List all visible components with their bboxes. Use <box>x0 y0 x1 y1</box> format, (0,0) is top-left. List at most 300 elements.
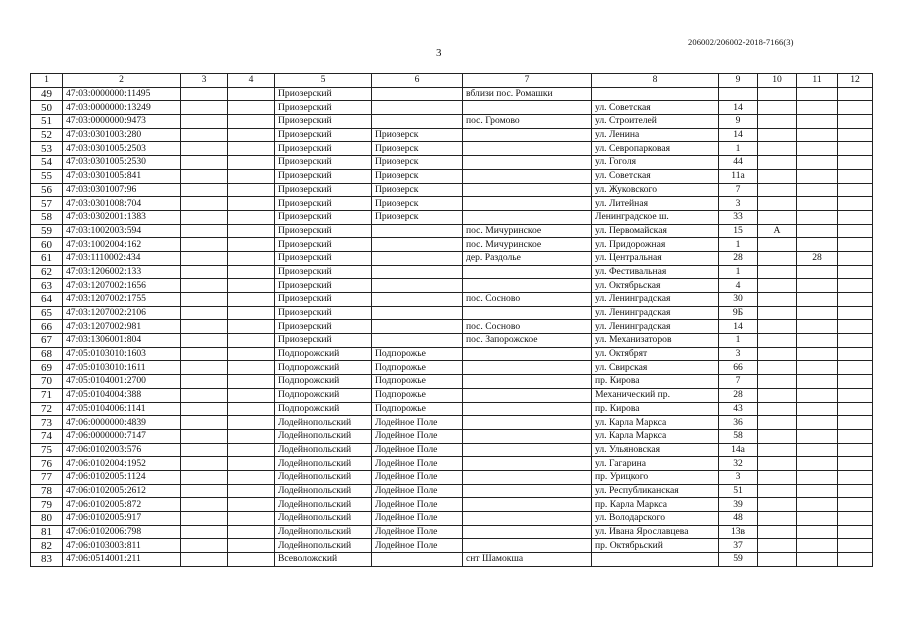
table-cell: Приозерский <box>275 224 372 238</box>
table-cell <box>181 156 228 170</box>
table-cell <box>797 388 838 402</box>
table-row <box>31 156 873 170</box>
table-cell: Приозерский <box>275 279 372 293</box>
table-cell <box>181 498 228 512</box>
table-cell: Подпорожский <box>275 347 372 361</box>
table-cell: 3 <box>719 347 758 361</box>
table-cell: 53 <box>31 142 63 156</box>
table-cell <box>181 320 228 334</box>
table-row <box>31 183 873 197</box>
table-cell <box>838 183 873 197</box>
table-cell: пос. Сосново <box>463 320 592 334</box>
table-row <box>31 224 873 238</box>
table-cell <box>228 334 275 348</box>
table-cell <box>797 457 838 471</box>
table-cell <box>797 512 838 526</box>
table-cell <box>797 128 838 142</box>
column-header: 4 <box>228 74 275 88</box>
table-cell: 63 <box>31 279 63 293</box>
table-cell <box>228 101 275 115</box>
table-cell: 4 <box>719 279 758 293</box>
table-cell <box>758 375 797 389</box>
table-cell <box>181 361 228 375</box>
column-header: 1 <box>31 74 63 88</box>
table-cell: Лодейнопольский <box>275 512 372 526</box>
table-cell <box>463 429 592 443</box>
table-cell: 76 <box>31 457 63 471</box>
table-cell <box>758 115 797 129</box>
table-cell <box>838 525 873 539</box>
table-cell: ул. Ленинградская <box>592 320 719 334</box>
table-cell: 47:06:0103003:811 <box>63 539 181 553</box>
table-row <box>31 115 873 129</box>
table-cell <box>463 539 592 553</box>
table-cell: 3 <box>719 197 758 211</box>
table-cell <box>838 512 873 526</box>
table-cell <box>758 402 797 416</box>
table-cell <box>838 156 873 170</box>
table-cell <box>797 416 838 430</box>
table-cell: Приозерский <box>275 306 372 320</box>
table-cell <box>181 375 228 389</box>
table-cell: 66 <box>719 361 758 375</box>
column-header: 8 <box>592 74 719 88</box>
table-cell <box>463 470 592 484</box>
table-cell: 47:03:0301005:2530 <box>63 156 181 170</box>
table-cell <box>838 470 873 484</box>
table-cell: 71 <box>31 388 63 402</box>
table-cell <box>463 498 592 512</box>
table-cell <box>463 156 592 170</box>
table-cell: 9Б <box>719 306 758 320</box>
table-cell <box>181 539 228 553</box>
table-cell: 7 <box>719 375 758 389</box>
table-cell: 50 <box>31 101 63 115</box>
table-cell: 14а <box>719 443 758 457</box>
table-cell <box>463 197 592 211</box>
document-registration-number: 206002/206002-2018-7166(3) <box>688 37 794 47</box>
table-row <box>31 553 873 567</box>
table-cell: ул. Ивана Ярославцева <box>592 525 719 539</box>
table-cell <box>758 156 797 170</box>
table-cell <box>838 265 873 279</box>
table-cell <box>797 361 838 375</box>
table-cell: 15 <box>719 224 758 238</box>
table-cell: Подпорожье <box>372 361 463 375</box>
table-cell: 81 <box>31 525 63 539</box>
table-cell <box>228 388 275 402</box>
table-cell: Подпорожье <box>372 347 463 361</box>
table-row <box>31 498 873 512</box>
table-cell <box>758 498 797 512</box>
table-cell <box>463 347 592 361</box>
table-cell <box>181 470 228 484</box>
table-row <box>31 429 873 443</box>
table-cell: 48 <box>719 512 758 526</box>
table-cell <box>372 553 463 567</box>
table-cell: Подпорожье <box>372 388 463 402</box>
column-header: 3 <box>181 74 228 88</box>
table-row <box>31 306 873 320</box>
table-cell <box>463 306 592 320</box>
table-cell: 47:03:1207002:2106 <box>63 306 181 320</box>
table-cell <box>758 320 797 334</box>
table-cell <box>463 484 592 498</box>
table-cell <box>228 224 275 238</box>
table-cell <box>758 429 797 443</box>
table-row <box>31 416 873 430</box>
table-cell: пр. Октябрьский <box>592 539 719 553</box>
table-cell: Приозерский <box>275 87 372 101</box>
table-cell: ул. Жуковского <box>592 183 719 197</box>
table-cell: Лодейное Поле <box>372 416 463 430</box>
table-cell: 57 <box>31 197 63 211</box>
table-cell <box>797 402 838 416</box>
table-cell: Подпорожский <box>275 388 372 402</box>
column-header: 7 <box>463 74 592 88</box>
table-cell <box>838 457 873 471</box>
table-cell <box>797 320 838 334</box>
table-cell <box>838 197 873 211</box>
column-header: 2 <box>63 74 181 88</box>
table-cell <box>758 470 797 484</box>
table-cell: 47:03:1207002:1656 <box>63 279 181 293</box>
table-header-row <box>31 74 873 88</box>
table-cell <box>758 457 797 471</box>
table-cell <box>797 375 838 389</box>
table-cell: пос. Сосново <box>463 293 592 307</box>
table-cell <box>838 375 873 389</box>
table-cell: 80 <box>31 512 63 526</box>
table-cell <box>228 416 275 430</box>
table-cell <box>181 210 228 224</box>
table-cell: ул. Строителей <box>592 115 719 129</box>
table-cell: Ленинградское ш. <box>592 210 719 224</box>
table-cell <box>228 470 275 484</box>
table-row <box>31 457 873 471</box>
table-cell: 47:03:0301003:280 <box>63 128 181 142</box>
table-cell <box>758 334 797 348</box>
table-cell <box>797 279 838 293</box>
table-cell: Лодейнопольский <box>275 525 372 539</box>
table-cell <box>463 525 592 539</box>
table-cell: 47:03:1110002:434 <box>63 251 181 265</box>
table-cell: Приозерский <box>275 128 372 142</box>
table-cell <box>797 115 838 129</box>
table-cell <box>463 416 592 430</box>
table-cell <box>463 142 592 156</box>
table-cell <box>228 169 275 183</box>
table-cell: 47:05:0104001:2700 <box>63 375 181 389</box>
table-cell <box>181 388 228 402</box>
table-cell: ул. Свирская <box>592 361 719 375</box>
table-cell <box>181 183 228 197</box>
table-cell: ул. Октябрят <box>592 347 719 361</box>
table-row <box>31 334 873 348</box>
table-cell <box>758 169 797 183</box>
table-cell <box>181 429 228 443</box>
table-cell: 82 <box>31 539 63 553</box>
table-cell: 47:03:1306001:804 <box>63 334 181 348</box>
table-cell <box>181 265 228 279</box>
table-cell <box>228 347 275 361</box>
table-cell <box>758 128 797 142</box>
table-cell <box>228 484 275 498</box>
table-cell <box>228 402 275 416</box>
table-cell: ул. Центральная <box>592 251 719 265</box>
table-cell <box>758 87 797 101</box>
table-cell: 47:06:0102005:2612 <box>63 484 181 498</box>
table-cell: пр. Кирова <box>592 402 719 416</box>
table-cell: 60 <box>31 238 63 252</box>
table-cell <box>228 279 275 293</box>
table-cell <box>463 457 592 471</box>
table-cell <box>838 539 873 553</box>
table-cell: пос. Мичуринское <box>463 224 592 238</box>
table-row <box>31 320 873 334</box>
table-cell <box>463 169 592 183</box>
table-cell: Лодейное Поле <box>372 429 463 443</box>
table-cell: Приозерский <box>275 238 372 252</box>
table-cell: 52 <box>31 128 63 142</box>
table-cell: Приозерск <box>372 169 463 183</box>
table-cell: 68 <box>31 347 63 361</box>
table-cell <box>463 279 592 293</box>
table-cell <box>463 402 592 416</box>
table-cell <box>372 224 463 238</box>
table-cell <box>228 183 275 197</box>
table-cell <box>228 457 275 471</box>
table-row <box>31 512 873 526</box>
table-cell: ул. Ленинградская <box>592 306 719 320</box>
table-cell: 72 <box>31 402 63 416</box>
table-cell: Подпорожский <box>275 375 372 389</box>
table-cell: 11а <box>719 169 758 183</box>
table-cell <box>838 169 873 183</box>
table-cell <box>838 416 873 430</box>
table-cell: 47:06:0102005:917 <box>63 512 181 526</box>
table-cell <box>838 347 873 361</box>
table-cell: ул. Карла Маркса <box>592 429 719 443</box>
table-cell: Лодейнопольский <box>275 484 372 498</box>
table-cell: 47:06:0102003:576 <box>63 443 181 457</box>
table-cell: 39 <box>719 498 758 512</box>
table-cell: пр. Кирова <box>592 375 719 389</box>
table-row <box>31 87 873 101</box>
table-cell: 28 <box>719 388 758 402</box>
table-cell: 30 <box>719 293 758 307</box>
table-row <box>31 238 873 252</box>
table-cell: Лодейное Поле <box>372 484 463 498</box>
table-cell <box>228 197 275 211</box>
table-cell: ул. Севропарковая <box>592 142 719 156</box>
table-cell <box>463 128 592 142</box>
table-cell: 66 <box>31 320 63 334</box>
table-cell <box>838 388 873 402</box>
table-cell: Лодейнопольский <box>275 457 372 471</box>
table-cell <box>181 443 228 457</box>
table-cell: 14 <box>719 320 758 334</box>
table-cell <box>372 320 463 334</box>
table-cell <box>838 101 873 115</box>
table-cell: А <box>758 224 797 238</box>
column-header: 11 <box>797 74 838 88</box>
table-cell <box>797 238 838 252</box>
table-cell: 70 <box>31 375 63 389</box>
table-row <box>31 525 873 539</box>
table-cell <box>797 553 838 567</box>
table-cell <box>228 306 275 320</box>
table-cell: 14 <box>719 128 758 142</box>
table-cell: Приозерский <box>275 115 372 129</box>
table-cell <box>181 553 228 567</box>
table-cell <box>463 265 592 279</box>
table-cell: снт Шамокша <box>463 553 592 567</box>
table-cell: Лодейное Поле <box>372 470 463 484</box>
table-cell: Приозерский <box>275 197 372 211</box>
table-cell <box>758 142 797 156</box>
table-cell: Лодейное Поле <box>372 525 463 539</box>
table-cell <box>758 279 797 293</box>
table-cell <box>758 443 797 457</box>
table-cell <box>228 128 275 142</box>
table-cell <box>181 142 228 156</box>
table-cell <box>372 265 463 279</box>
table-cell <box>797 539 838 553</box>
column-header: 9 <box>719 74 758 88</box>
table-cell: Подпорожский <box>275 361 372 375</box>
table-cell: пос. Запорожское <box>463 334 592 348</box>
table-row <box>31 293 873 307</box>
table-cell: ул. Октябрьская <box>592 279 719 293</box>
table-cell: Приозерский <box>275 293 372 307</box>
table-row <box>31 251 873 265</box>
table-cell: 13в <box>719 525 758 539</box>
table-cell <box>181 457 228 471</box>
table-cell <box>797 265 838 279</box>
table-cell: ул. Придорожная <box>592 238 719 252</box>
table-cell: 1 <box>719 265 758 279</box>
table-cell <box>181 512 228 526</box>
table-cell <box>758 484 797 498</box>
table-cell: 47:06:0102006:798 <box>63 525 181 539</box>
table-cell: 56 <box>31 183 63 197</box>
table-cell <box>797 347 838 361</box>
table-cell: ул. Механизаторов <box>592 334 719 348</box>
table-cell: 47:03:0000000:11495 <box>63 87 181 101</box>
table-cell: 47:06:0000000:4839 <box>63 416 181 430</box>
table-cell: 61 <box>31 251 63 265</box>
table-cell <box>228 293 275 307</box>
table-cell <box>838 293 873 307</box>
table-cell: Приозерский <box>275 101 372 115</box>
table-cell: 47:03:1207002:1755 <box>63 293 181 307</box>
table-cell: 43 <box>719 402 758 416</box>
table-cell <box>838 306 873 320</box>
table-cell: 64 <box>31 293 63 307</box>
table-cell: Лодейнопольский <box>275 539 372 553</box>
table-row <box>31 210 873 224</box>
table-cell <box>463 443 592 457</box>
table-cell: 7 <box>719 183 758 197</box>
table-cell <box>797 484 838 498</box>
table-cell: ул. Ульяновская <box>592 443 719 457</box>
table-cell <box>372 87 463 101</box>
table-cell: 47:05:0104004:388 <box>63 388 181 402</box>
table-cell <box>181 416 228 430</box>
table-row <box>31 265 873 279</box>
table-cell <box>758 347 797 361</box>
table-cell: Лодейное Поле <box>372 539 463 553</box>
table-cell: 32 <box>719 457 758 471</box>
table-cell: 47:06:0102005:872 <box>63 498 181 512</box>
table-cell <box>181 115 228 129</box>
table-cell: Подпорожье <box>372 375 463 389</box>
table-cell <box>797 470 838 484</box>
table-cell: 47:06:0102004:1952 <box>63 457 181 471</box>
table-cell: 47:03:0301005:841 <box>63 169 181 183</box>
table-cell <box>838 429 873 443</box>
table-cell <box>719 87 758 101</box>
table-cell: Приозерск <box>372 156 463 170</box>
table-cell: пр. Карла Маркса <box>592 498 719 512</box>
table-row <box>31 539 873 553</box>
table-cell: 47:05:0103010:1603 <box>63 347 181 361</box>
table-cell: ул. Карла Маркса <box>592 416 719 430</box>
table-cell: 47:03:0000000:13249 <box>63 101 181 115</box>
table-cell <box>181 525 228 539</box>
table-cell <box>181 224 228 238</box>
table-cell <box>797 210 838 224</box>
table-cell: 1 <box>719 142 758 156</box>
table-cell <box>372 115 463 129</box>
table-cell <box>797 183 838 197</box>
table-cell <box>228 443 275 457</box>
table-cell <box>228 375 275 389</box>
table-cell <box>181 87 228 101</box>
table-cell: Приозерский <box>275 320 372 334</box>
table-cell: Лодейнопольский <box>275 470 372 484</box>
table-cell <box>797 156 838 170</box>
table-cell <box>463 361 592 375</box>
table-cell: Лодейнопольский <box>275 498 372 512</box>
table-cell: Лодейное Поле <box>372 512 463 526</box>
table-cell <box>838 142 873 156</box>
table-cell <box>797 197 838 211</box>
table-cell <box>372 306 463 320</box>
table-cell <box>372 334 463 348</box>
table-cell <box>797 87 838 101</box>
table-cell <box>758 183 797 197</box>
table-cell <box>758 210 797 224</box>
table-cell: 73 <box>31 416 63 430</box>
table-cell: ул. Республиканская <box>592 484 719 498</box>
table-cell <box>797 224 838 238</box>
table-cell: Всеволожский <box>275 553 372 567</box>
table-cell: 9 <box>719 115 758 129</box>
page-number: 3 <box>436 47 442 59</box>
table-cell <box>228 156 275 170</box>
table-cell <box>463 388 592 402</box>
table-cell: 77 <box>31 470 63 484</box>
table-cell <box>228 87 275 101</box>
table-cell <box>463 375 592 389</box>
table-row <box>31 169 873 183</box>
table-cell: пр. Урицкого <box>592 470 719 484</box>
table-row <box>31 197 873 211</box>
property-table <box>30 73 873 567</box>
column-header: 5 <box>275 74 372 88</box>
